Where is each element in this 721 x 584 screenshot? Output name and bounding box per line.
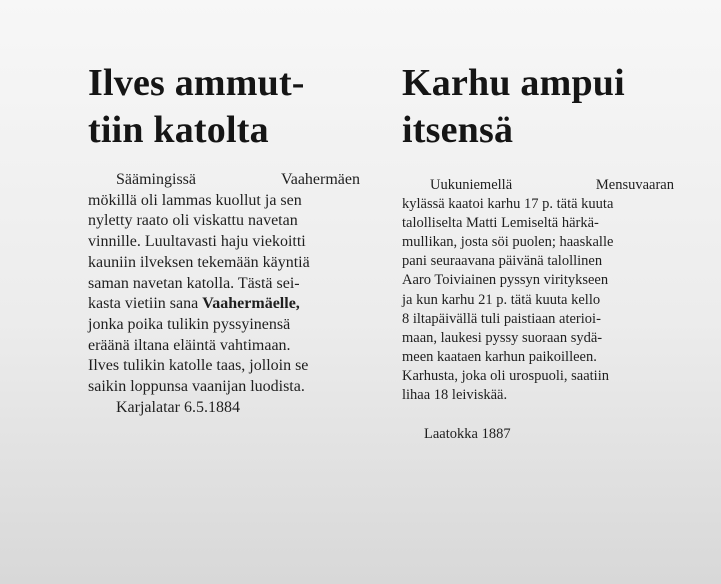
headline-lynx <box>88 60 360 154</box>
body-line: mullikan, josta söi puolen; haaskalle <box>402 234 614 251</box>
source-citation: Laatokka 1887 <box>424 426 511 443</box>
body-line: Karhusta, joka oli urospuoli, saatiin <box>402 367 609 384</box>
body-line: jonka poika tulikin pyssyinensä <box>88 315 291 333</box>
body-line: saikin loppunsa vaanijan luodista. <box>88 378 305 396</box>
headline-bear <box>402 60 674 154</box>
body-line: Ilves tulikin katolle taas, jolloin se <box>88 357 309 375</box>
headline-line: itsensä <box>402 109 514 151</box>
body-text: kasta vietiin sana <box>88 295 199 313</box>
body-line <box>402 176 674 195</box>
body-line: kylässä kaatoi karhu 17 p. tätä kuuta <box>402 196 614 213</box>
body-line: nyletty raato oli viskattu navetan <box>88 212 298 230</box>
body-line: ja kun karhu 21 p. tätä kuuta kello <box>402 291 601 308</box>
body-line <box>88 294 360 315</box>
article-lynx <box>88 60 360 418</box>
body-line: Aaro Toiviainen pyssyn viritykseen <box>402 272 609 289</box>
body-line <box>88 170 360 191</box>
article-body-lynx <box>88 170 360 418</box>
body-line: kauniin ilveksen tekemään käyntiä <box>88 253 310 271</box>
headline-line: Karhu ampui <box>402 62 625 104</box>
body-line: lihaa 18 leiviskää. <box>402 387 508 404</box>
body-line: maan, laukesi pyssy suoraan sydä- <box>402 329 603 346</box>
headline-line: Ilves ammut- <box>88 62 305 104</box>
source-citation: Karjalatar 6.5.1884 <box>116 398 240 416</box>
body-line: meen kaataen karhun paikoilleen. <box>402 348 597 365</box>
body-word: Säämingissä <box>116 171 196 188</box>
bold-place-name: Vaahermäelle, <box>202 295 300 313</box>
headline-line: tiin katolta <box>88 109 269 151</box>
body-line: saman navetan katolla. Tästä sei- <box>88 274 300 292</box>
article-bear <box>402 60 674 444</box>
body-line: 8 iltapäivällä tuli paistiaan aterioi- <box>402 310 601 327</box>
body-word: Uukuniemellä <box>430 177 513 193</box>
body-word: Vaahermäen <box>280 171 360 188</box>
article-body-bear <box>402 176 674 444</box>
body-line: talolliselta Matti Lemiseltä härkä- <box>402 215 599 232</box>
body-line: eräänä iltana eläintä vahtimaan. <box>88 336 291 354</box>
body-line: vinnille. Luultavasti haju viekoitti <box>88 233 306 251</box>
body-line: pani seuraavana päivänä talollinen <box>402 253 603 270</box>
body-line: mökillä oli lammas kuollut ja sen <box>88 191 302 209</box>
body-word: Mensuvaaran <box>595 177 674 193</box>
